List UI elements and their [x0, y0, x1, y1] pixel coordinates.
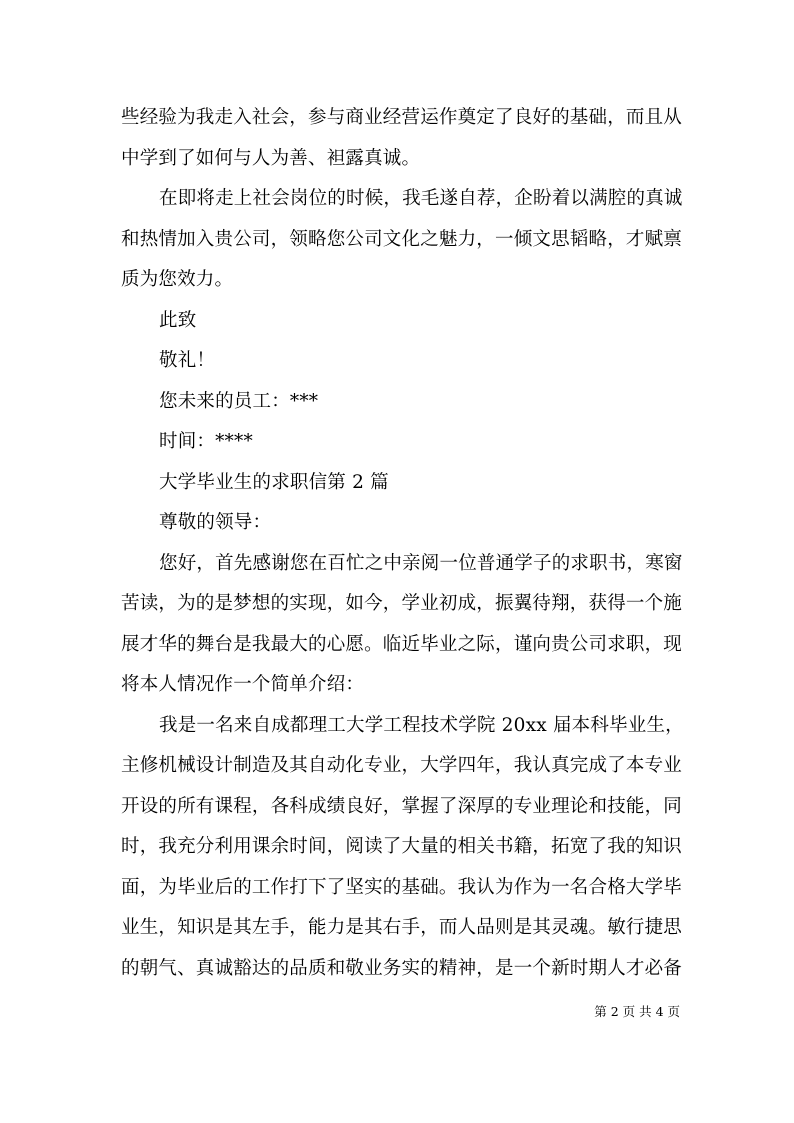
text-line: 开设的所有课程，各科成绩良好，掌握了深厚的专业理论和技能，同	[121, 795, 683, 817]
text-line: 尊敬的领导：	[159, 512, 272, 533]
document-body	[121, 98, 684, 989]
text-line: 中学到了如何与人为善、袒露真诚。	[121, 147, 421, 169]
text-line: 我是一名来自成都理工大学工程技术学院 20xx 届本科毕业生，	[159, 714, 684, 736]
text-line: 将本人情况作一个简单介绍：	[121, 674, 365, 695]
text-line: 些经验为我走入社会，参与商业经营运作奠定了良好的基础，而且从	[121, 107, 683, 128]
text-line: 展才华的舞台是我最大的心愿。临近毕业之际，谨向贵公司求职，现	[121, 633, 683, 655]
text-line: 质为您效力。	[121, 269, 234, 290]
text-line: 的朝气、真诚豁达的品质和敬业务实的精神，是一个新时期人才必备	[121, 957, 683, 979]
text-line: 此致	[159, 309, 197, 331]
text-line: 和热情加入贵公司，领略您公司文化之魅力，一倾文思韬略，才赋禀	[121, 228, 683, 250]
text-line: 您未来的员工：***	[159, 390, 319, 412]
text-line: 面，为毕业后的工作打下了坚实的基础。我认为作为一名合格大学毕	[121, 876, 683, 898]
text-line: 敬礼！	[159, 350, 216, 371]
text-line: 在即将走上社会岗位的时候，我毛遂自荐，企盼着以满腔的真诚	[159, 188, 683, 209]
text-line: 苦读，为的是梦想的实现，如今，学业初成，振翼待翔，获得一个施	[121, 593, 683, 614]
page-number-footer: 第 2 页 共 4 页	[594, 1004, 680, 1019]
text-line: 大学毕业生的求职信第 2 篇	[159, 471, 389, 493]
text-line: 时，我充分利用课余时间，阅读了大量的相关书籍，拓宽了我的知识	[121, 836, 683, 857]
text-line: 主修机械设计制造及其自动化专业，大学四年，我认真完成了本专业	[121, 755, 683, 776]
text-line: 您好，首先感谢您在百忙之中亲阅一位普通学子的求职书，寒窗	[159, 552, 683, 574]
text-line: 业生，知识是其左手，能力是其右手，而人品则是其灵魂。敏行捷思	[121, 917, 683, 938]
text-line: 时间：****	[159, 431, 253, 452]
